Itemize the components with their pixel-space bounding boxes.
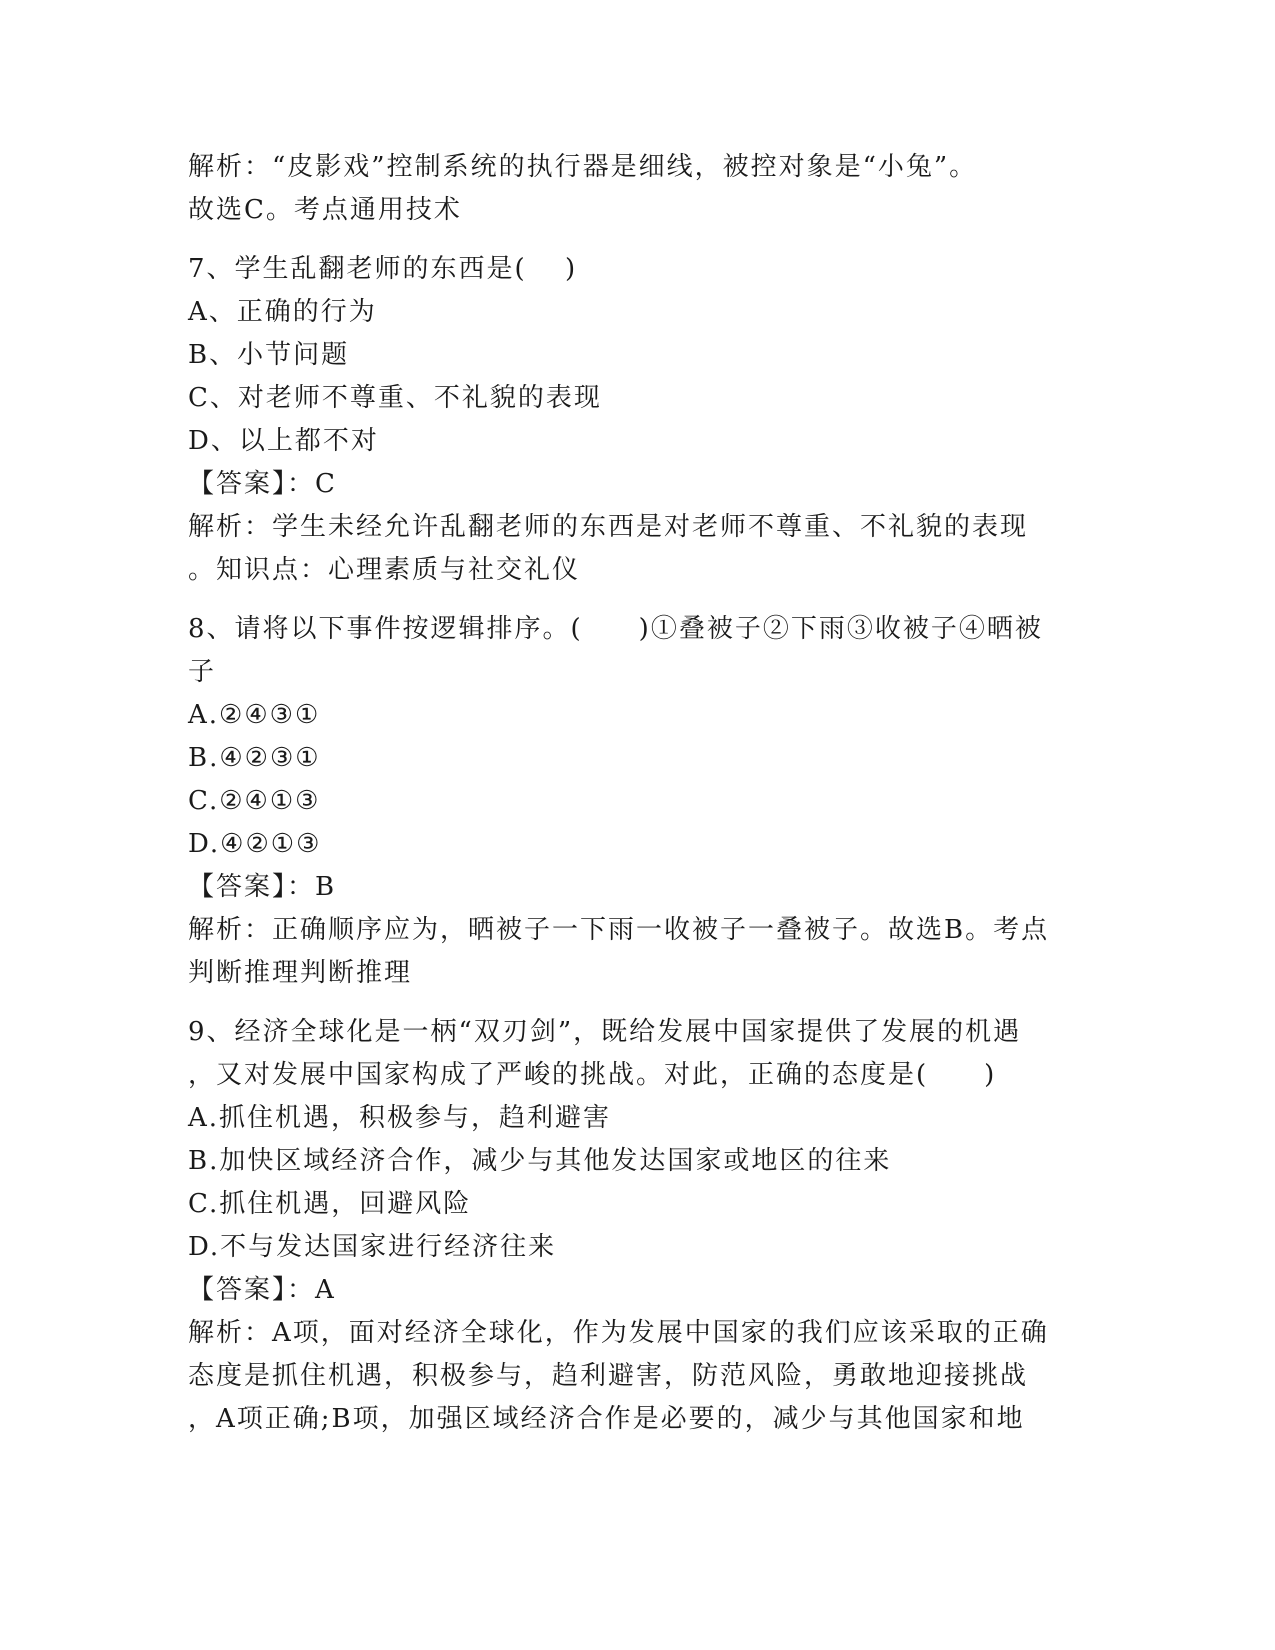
question-9 <box>188 1011 1088 1441</box>
analysis-line: 故选C。考点通用技术 <box>188 195 462 225</box>
option-c: C.抓住机遇，回避风险 <box>188 1189 472 1219</box>
option-d: D.④②①③ <box>188 829 322 859</box>
question-stem: 子 <box>188 657 217 687</box>
question-7 <box>188 248 1088 592</box>
answer: 【答案】：C <box>188 469 337 499</box>
section-gap <box>188 592 1088 608</box>
option-a: A、正确的行为 <box>188 297 377 327</box>
analysis-line: 解析：“皮影戏”控制系统的执行器是细线，被控对象是“小兔”。 <box>188 152 978 182</box>
section-gap <box>188 232 1088 248</box>
option-b: B.加快区域经济合作，减少与其他发达国家或地区的往来 <box>188 1146 892 1176</box>
question-stem: 9、经济全球化是一柄“双刃剑”，既给发展中国家提供了发展的机遇 <box>188 1017 1022 1047</box>
option-d: D、以上都不对 <box>188 426 379 456</box>
section-gap <box>188 995 1088 1011</box>
option-a: A.②④③① <box>188 700 321 730</box>
option-d: D.不与发达国家进行经济往来 <box>188 1232 557 1262</box>
question-8 <box>188 608 1088 995</box>
document-content <box>188 146 1088 1441</box>
question-stem: 8、请将以下事件按逻辑排序。( )①叠被子②下雨③收被子④晒被 <box>188 614 1043 644</box>
analysis-line: 态度是抓住机遇，积极参与，趋利避害，防范风险，勇敢地迎接挑战 <box>188 1361 1029 1391</box>
option-c: C.②④①③ <box>188 786 321 816</box>
option-c: C、对老师不尊重、不礼貌的表现 <box>188 383 602 413</box>
question-stem: 7、学生乱翻老师的东西是( ) <box>188 254 578 284</box>
analysis-line: 判断推理判断推理 <box>188 958 413 988</box>
question-stem: ，又对发展中国家构成了严峻的挑战。对此，正确的态度是( ) <box>188 1060 997 1090</box>
section-6-analysis <box>188 146 1088 232</box>
option-a: A.抓住机遇，积极参与，趋利避害 <box>188 1103 612 1133</box>
answer: 【答案】：A <box>188 1275 336 1305</box>
analysis-line: 解析：学生未经允许乱翻老师的东西是对老师不尊重、不礼貌的表现 <box>188 512 1029 542</box>
analysis-line: 。知识点：心理素质与社交礼仪 <box>188 555 581 585</box>
analysis-line: 解析：A项，面对经济全球化，作为发展中国家的我们应该采取的正确 <box>188 1318 1049 1348</box>
analysis-line: 解析：正确顺序应为，晒被子一下雨一收被子一叠被子。故选B。考点 <box>188 915 1050 945</box>
answer: 【答案】：B <box>188 872 337 902</box>
option-b: B、小节问题 <box>188 340 350 370</box>
option-b: B.④②③① <box>188 743 321 773</box>
analysis-line: ，A项正确;B项，加强区域经济合作是必要的，减少与其他国家和地 <box>188 1404 1025 1434</box>
